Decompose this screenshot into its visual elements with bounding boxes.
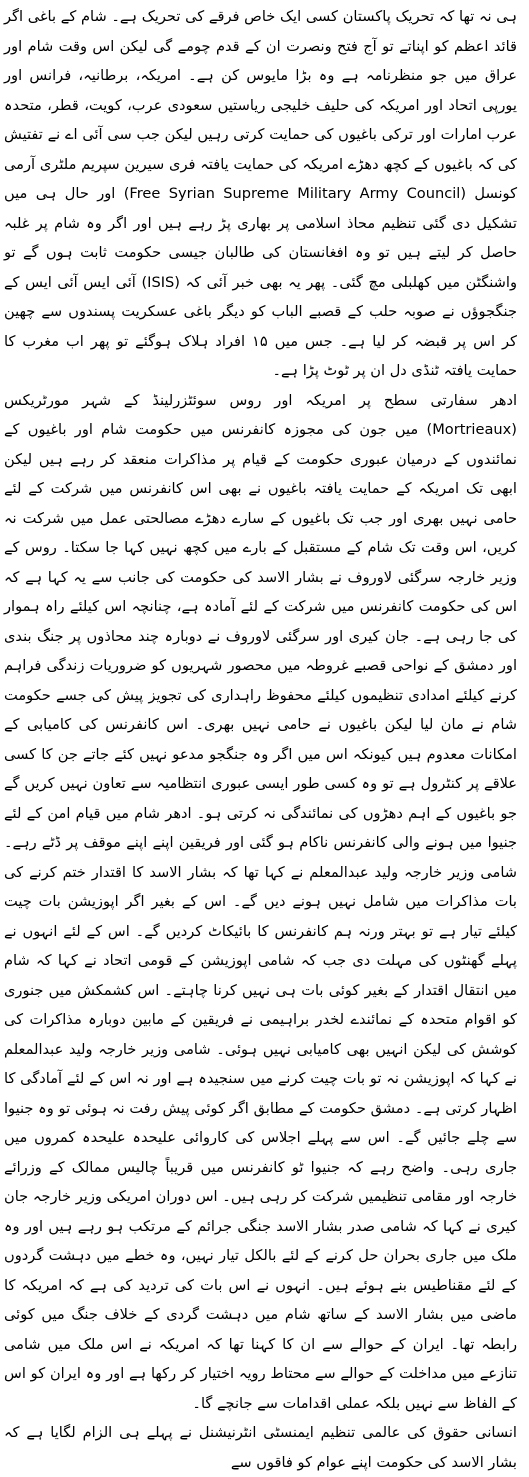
article-paragraph-3: انسانی حقوق کی عالمی تنظیم ایمنسٹی انٹرنیشنل نے پہلے ہی الزام لگایا ہے کہ بشار الاسد کی حکومت اپنے عوام کو فاقوں سے	[4, 1424, 517, 1471]
article-paragraph-1: ہی نہ تھا کہ تحریک پاکستان کسی ایک خاص فرقے کی تحریک ہے۔ شام کے باغی اگر قائد اعظم کو اپناتے تو آج فتح ونصرت ان کے قدم چومے گی لیکن اس وقت شام اور عراق میں جو منظرنامہ ہے وہ بڑا مایوس کن ہے۔ امریکہ، برطانیہ، فرانس اور یورپی اتحاد اور امریکہ کی حلیف خلیجی ریاستیں سعودی عرب، کویت، قطر، متحدہ عرب امارات اور ترکی باغیوں کی حمایت کرتی رہیں لیکن جب سی آئی اے نے تفتیش کی کہ باغیوں کے کچھ دھڑے امریکہ کی حمایت یافتہ فری سیرین سپریم ملٹری آرمی کونسل (Free Syrian Supreme Military Army Council) اور حال ہی میں تشکیل دی گئی تنظیم محاذ اسلامی پر بھاری پڑ رہے ہیں اور اگر وہ شام پر غلبہ حاصل کر لیتے ہیں تو وہ افغانستان کی طالبان جیسی حکومت ثابت ہوں گے تو واشنگٹن میں کھلبلی مچ گئی۔ پھر یہ بھی خبر آئی کہ (ISIS) آئی ایس آئی ایس کے جنگجوؤں نے صوبہ حلب کے قصبے الباب کو دیگر باغی عسکریت پسندوں سے چھین کر اس پر قبضہ کر لیا ہے۔ جس میں ۱۵ افراد ہلاک ہوگئے تو پھر اب مغرب کا حمایت یافتہ ٹنڈی دل ان پر ٹوٹ پڑا ہے۔	[4, 8, 518, 379]
article-paragraph-2: ادھر سفارتی سطح پر امریکہ اور روس سوئٹزرلینڈ کے شہر مورٹریکس (Mortrieaux) میں جون کی مجوزہ کانفرنس میں حکومت شام اور باغیوں کے نمائندوں کے درمیان عبوری حکومت کے قیام پر مذاکرات منعقد کر رہے ہیں لیکن ابھی تک امریکہ کے حمایت یافتہ باغیوں نے بھی اس کانفرنس میں شرکت کے لئے حامی نہیں بھری اور جب تک باغیوں کے سارے دھڑے مصالحتی عمل میں شرکت نہ کریں، اس وقت تک شام کے مستقبل کے بارے میں کچھ نہیں کہا جا سکتا۔ روس کے وزیر خارجہ سرگئی لاوروف نے بشار الاسد کی حکومت کی جانب سے یہ کہا ہے کہ اس کی حکومت کانفرنس میں شرکت کے لئے آمادہ ہے، چنانچہ اس کیلئے راہ ہموار کی جا رہی ہے۔ جان کیری اور سرگئی لاوروف نے دوبارہ چند محاذوں پر جنگ بندی اور دمشق کے نواحی قصبے غروطہ میں محصور شہریوں کو ضروریات زندگی فراہم کرنے کیلئے امدادی تنظیموں کیلئے محفوظ راہداری کی تجویز پیش کی جسے حکومت شام نے مان لیا لیکن باغیوں نے حامی نہیں بھری۔ اس کانفرنس کی کامیابی کے امکانات معدوم ہیں کیونکہ اس میں اگر وہ جنگجو مدعو نہیں کئے جاتے جن کا کسی علاقے پر کنٹرول ہے تو وہ کسی طور ایسی عبوری انتظامیہ سے تعاون نہیں کریں گے جو باغیوں کے اہم دھڑوں کی نمائندگی نہ کرتی ہو۔ ادھر شام میں قیام امن کے لئے جنیوا میں ہونے والی کانفرنس ناکام ہو گئی اور فریقین اپنے اپنے موقف پر ڈٹے رہے۔ شامی وزیر خارجہ ولید عبدالمعلم نے کہا تھا کہ بشار الاسد کا اقتدار ختم کرنے کی بات مذاکرات میں شامل نہیں ہونے دیں گے۔ اس کے بغیر اگر اپوزیشن بات چیت کیلئے تیار ہے تو بہتر ورنہ ہم کانفرنس کا بائیکاٹ کردیں گے۔ اس کے لئے انہوں نے پہلے گھنٹوں کی مہلت دی جب کہ شامی اپوزیشن کے قومی اتحاد نے کہا کہ شام میں انتقال اقتدار کے بغیر کوئی بات ہی نہیں کرنا چاہتے۔ اس کشمکش میں جنوری کو اقوام متحدہ کے نمائندے لخدر براہیمی نے فریقین کے مابین دوبارہ مذاکرات کی کوشش کی لیکن انہیں بھی کامیابی نہیں ہوئی۔ شامی وزیر خارجہ ولید عبدالمعلم نے کہا کہ اپوزیشن نہ تو بات چیت کرنے میں سنجیدہ ہے اور نہ اس کے لئے آمادگی کا اظہار کرتی ہے۔ دمشق حکومت کے مطابق اگر کوئی پیش رفت نہ ہوئی تو وہ جنیوا سے چلے جائیں گے۔ اس سے پہلے اجلاس کی کاروائی علیحدہ علیحدہ کمروں میں جاری رہی۔ واضح رہے کہ جنیوا ٹو کانفرنس میں قریباً چالیس ممالک کے وزرائے خارجہ اور مقامی تنظیمیں شرکت کر رہی ہیں۔ اس دوران امریکی وزیر خارجہ جان کیری نے کہا کہ شامی صدر بشار الاسد جنگی جرائم کے مرتکب ہو رہے ہیں اور وہ ملک میں جاری بحران حل کرنے کے لئے بالکل تیار نہیں، وہ خطے میں دہشت گردوں کے لئے مقناطیس بنے ہوئے ہیں۔ انہوں نے اس بات کی تردید کی ہے کہ امریکہ کا ماضی میں بشار الاسد کے ساتھ شام میں دہشت گردی کے خلاف جنگ میں کوئی رابطہ تھا۔ ایران کے حوالے سے ان کا کہنا تھا کہ امریکہ نے اس ملک میں شامی تنازعے میں مداخلت کے حوالے سے محتاط رویہ اختیار کر رکھا ہے اور وہ ایران کو اس کے الفاظ سے نہیں بلکہ عملی اقدامات سے جانچے گا۔	[4, 391, 517, 1412]
